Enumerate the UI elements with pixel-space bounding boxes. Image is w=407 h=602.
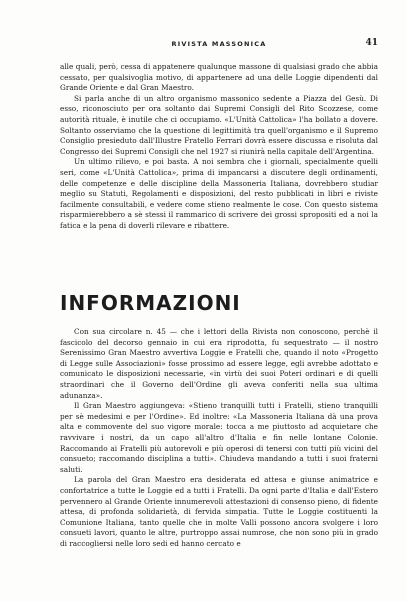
upper-text-block	[60, 62, 378, 232]
paragraph: Con sua circolare n. 45 — che i lettori della Rivista non conoscono, perchè il fascicolo del decorso gennaio in cui era riprodotta, fu sequestrato — il nostro Serenissimo Gran Maestro avvertiva Loggie e Fratelli che, quando il noto «Progetto di Legge sulle Associazioni» fosse prossimo ad essere legge, egli avrebbe adottato e comunicato le disposizioni necessarie, «in virtù dei suoi Poteri ordinari e di quelli straordinari che il Governo dell'Ordine gli aveva conferiti nella sua ultima adunanza».	[60, 327, 378, 400]
running-head	[60, 38, 378, 50]
page-number: 41	[365, 38, 378, 48]
section-title: INFORMAZIONI	[60, 291, 241, 315]
running-title: RIVISTA MASSONICA	[171, 40, 267, 48]
paragraph: La parola del Gran Maestro era desiderata ed attesa e giunse animatrice e confortatrice a tutte le Loggie ed a tutti i Fratelli. Da ogni parte d'Italia e dall'Estero pervennero al Grande Oriente innumerevoli attestazioni di consenso pieno, di fidente attesa, di profonda solidarietà, di fervida simpatia. Tutte le Loggie costituenti la Comunione Italiana, tanto quelle che in molte Valli possono ancora svolgere i loro consueti lavori, quanto le altre, purtroppo assai numrose, che non sono più in grado di raccogliersi nelle loro sedi ed hanno cercato e	[60, 475, 378, 548]
lower-text-block	[60, 327, 378, 549]
paragraph: Il Gran Maestro aggiungeva: «Stieno tranquilli tutti i Fratelli, stieno tranquilli per sè medesimi e per l'Ordine». Ed inoltre: «La Massoneria Italiana dà una prova alta e commovente del suo vigore morale: tocca a me piuttosto ad acquietare che ravvivare i nostri, da un capo all'altro d'Italia e fin nelle lontane Colonie. Raccomando ai Fratelli più autorevoli e più operosi di tenersi con tutti più vicini del consueto; raccomando disciplina a tutti». Chiudeva mandando a tutti i suoi fraterni saluti.	[60, 401, 378, 474]
paragraph: Si parla anche di un altro organismo massonico sedente a Piazza del Gesù. Di esso, riconosciuto per ora soltanto dai Supremi Consigli del Rito Scozzese, come autorità rituale, è inutile che ci occupiamo. «L'Unità Cattolica» l'ha bollato a dovere. Soltanto osserviamo che la questione di legittimità tra quell'organismo e il Supremo Consiglio presieduto dall'Illustre Fratello Ferrari dovrà essere discussa e risoluta dal Congresso dei Supremi Consigli che nel 1927 si riunirà nella capitale dell'Argentina.	[60, 93, 378, 156]
paragraph: Un ultimo rilievo, e poi basta. A noi sembra che i giornali, specialmente quelli seri, come «L'Unità Cattolica», prima di impancarsi a discutere degli ordinamenti, delle competenze e delle discipline della Massoneria Italiana, dovrebbero studiar meglio su Statuti, Regolamenti e disposizioni, del resto pubblicati in libri e riviste facilmente consultabili, e vedere come stieno realmente le cose. Con questo sistema risparmierebbero a sè stessi il rammarico di scrivere dei grossi spropositi ed a noi la fatica e la pena di doverli rilevare e ribattere.	[60, 157, 378, 230]
paragraph: alle quali, però, cessa di appatenere qualunque massone di qualsiasi grado che abbia cessato, per qualsivoglia motivo, di appartenere ad una delle Loggie dipendenti dal Grande Oriente e dal Gran Maestro.	[60, 62, 378, 93]
